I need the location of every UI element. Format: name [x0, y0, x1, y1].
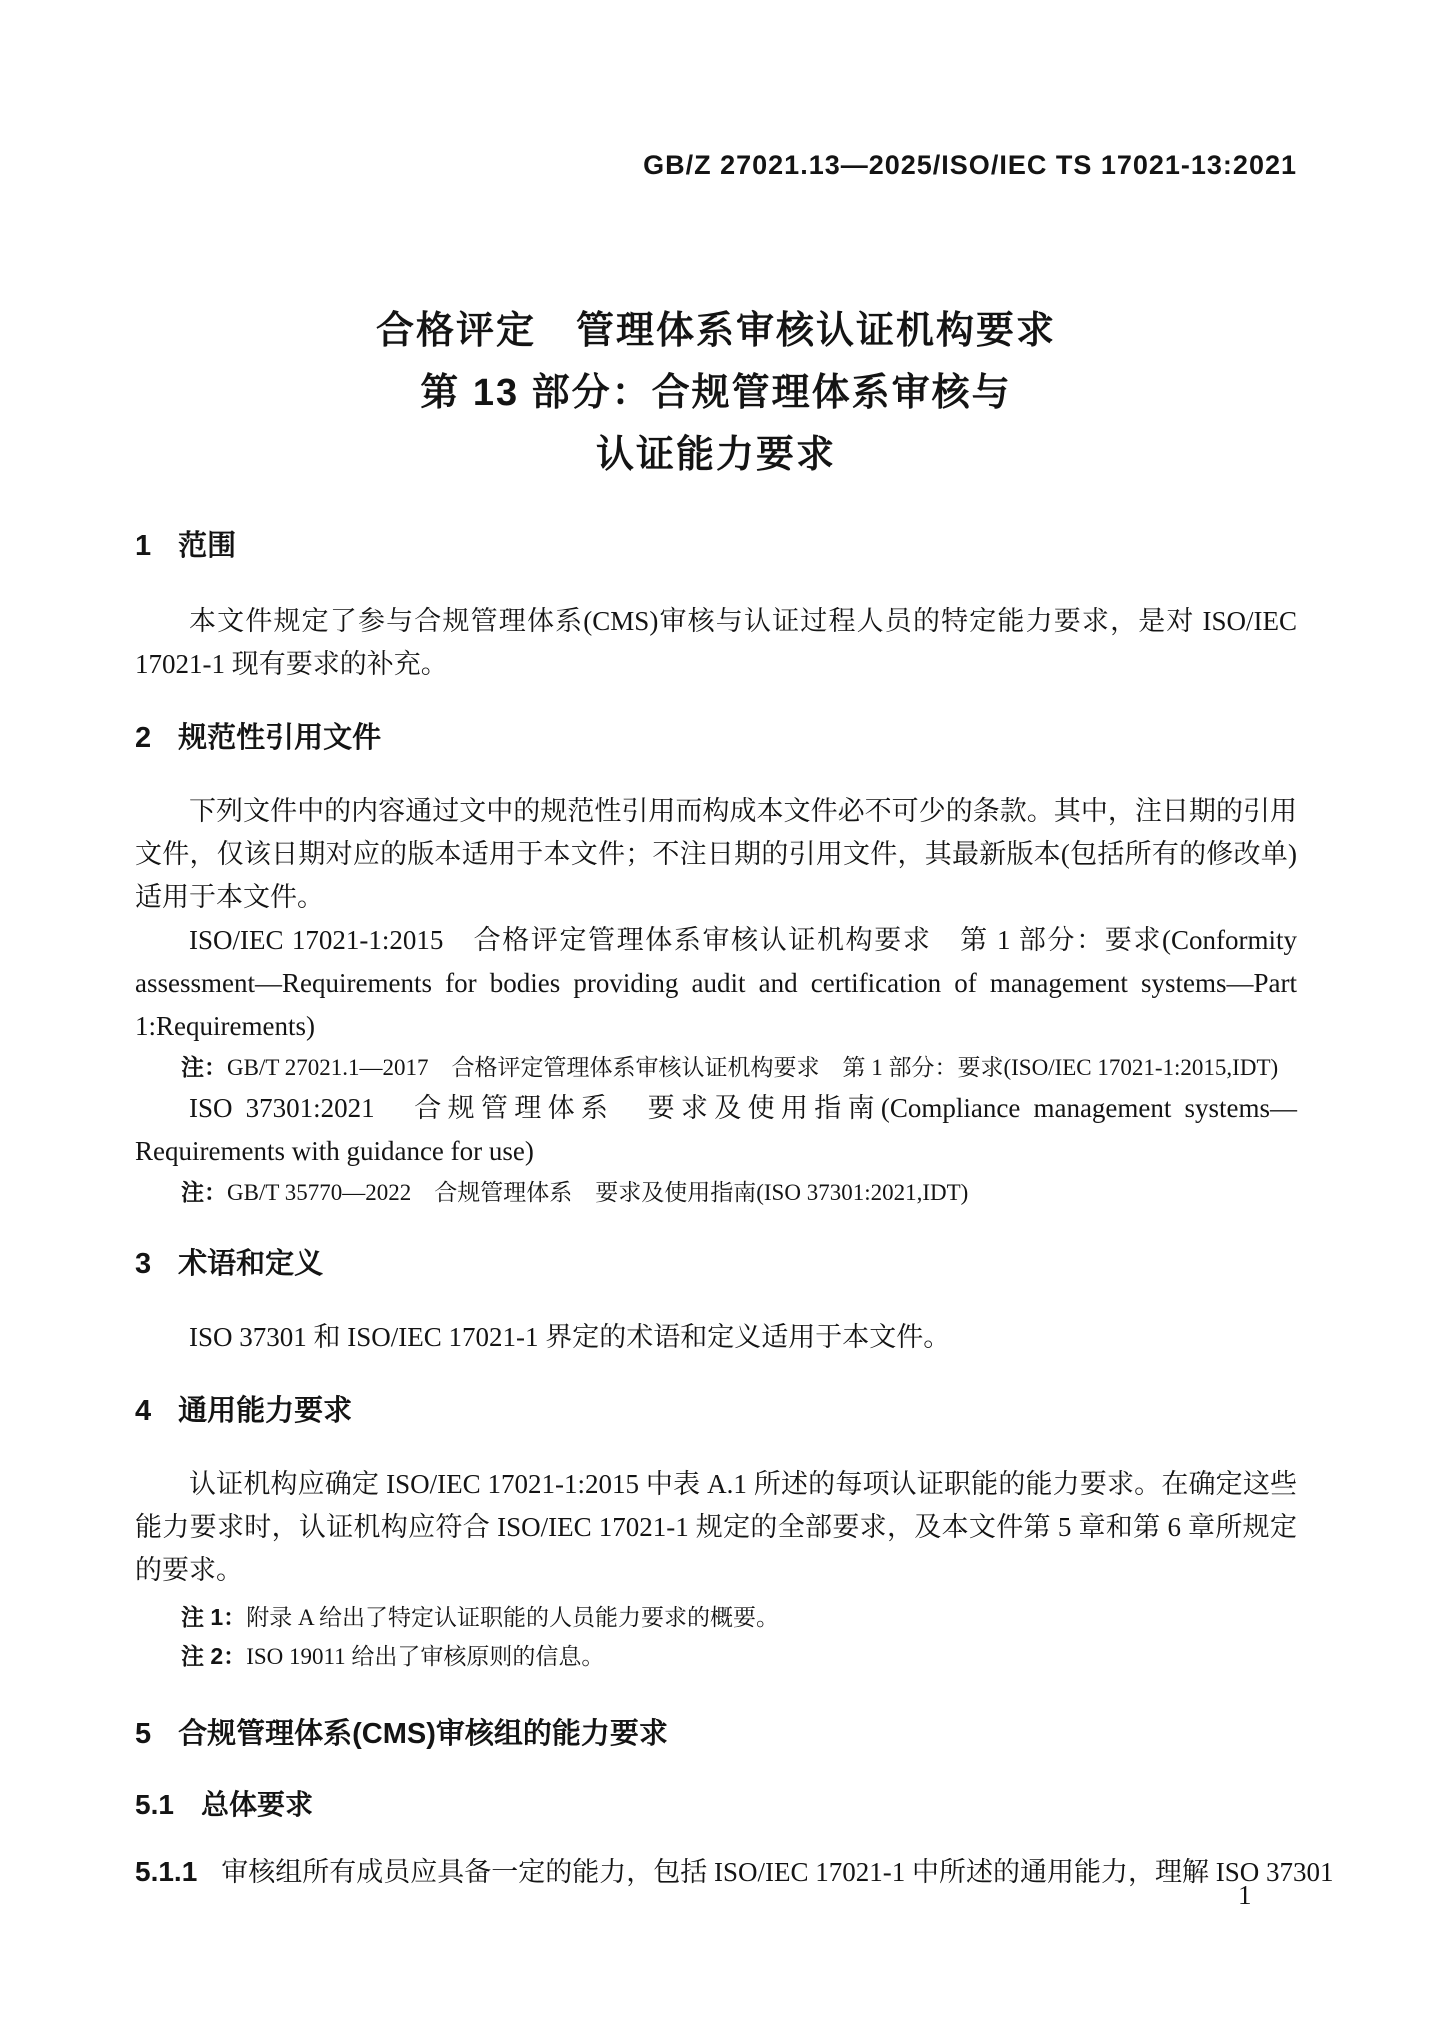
section-3-paragraph: ISO 37301 和 ISO/IEC 17021-1 界定的术语和定义适用于本文件。 — [189, 1322, 951, 1352]
section-5-heading — [135, 1716, 1297, 1752]
section-5-title: 合规管理体系(CMS)审核组的能力要求 — [178, 1718, 668, 1750]
section-1-title: 范围 — [178, 530, 237, 562]
clause-5-1-1 — [135, 1850, 1334, 1894]
section-2-title: 规范性引用文件 — [178, 722, 382, 754]
note-gbt-27021 — [135, 1048, 1297, 1087]
note-gbt-35770 — [135, 1173, 1297, 1212]
section-3-heading — [135, 1246, 1297, 1282]
note-label: 注： — [181, 1054, 227, 1080]
reference-iso-37301: ISO 37301:2021 合规管理体系 要求及使用指南(Compliance management systems—Requirements with guidance for use) — [135, 1093, 1297, 1166]
section-4-title: 通用能力要求 — [178, 1395, 353, 1427]
reference-iso-iec-17021-1: ISO/IEC 17021-1:2015 合格评定管理体系审核认证机构要求 第 1 部分：要求(Conformity assessment—Requirements for bodies providing audit and certification of management systems—Part 1:Requirements) — [135, 925, 1297, 1041]
title-line-2: 第 13 部分：合规管理体系审核与 — [420, 372, 1012, 414]
section-4-heading — [135, 1393, 1297, 1429]
section-5-1-title: 总体要求 — [200, 1789, 313, 1820]
section-5-1-number: 5.1 — [135, 1789, 174, 1820]
section-1-paragraph: 本文件规定了参与合规管理体系(CMS)审核与认证过程人员的特定能力要求，是对 ISO/IEC 17021-1 现有要求的补充。 — [135, 606, 1297, 679]
section-2-paragraph: 下列文件中的内容通过文中的规范性引用而构成本文件必不可少的条款。其中，注日期的引用文件，仅该日期对应的版本适用于本文件；不注日期的引用文件，其最新版本(包括所有的修改单)适用于本文件。 — [135, 796, 1297, 912]
standard-code: GB/Z 27021.13—2025/ISO/IEC TS 17021-13:2021 — [643, 150, 1297, 180]
note-text: ISO 19011 给出了审核原则的信息。 — [246, 1644, 605, 1669]
clause-5-1-1-text: 审核组所有成员应具备一定的能力，包括 ISO/IEC 17021-1 中所述的通用能力，理解 ISO 37301 — [221, 1857, 1334, 1887]
document-body — [135, 522, 1334, 1894]
note-text: GB/T 35770—2022 合规管理体系 要求及使用指南(ISO 37301:2021,IDT) — [227, 1180, 969, 1205]
section-1-number: 1 — [135, 530, 152, 562]
section-2-number: 2 — [135, 722, 152, 754]
note-text: GB/T 27021.1—2017 合格评定管理体系审核认证机构要求 第 1 部分：要求(ISO/IEC 17021-1:2015,IDT) — [227, 1055, 1279, 1080]
note-1-annex-a — [135, 1598, 1297, 1637]
note-label: 注： — [181, 1179, 227, 1205]
section-2-heading — [135, 720, 1297, 756]
clause-5-1-1-number: 5.1.1 — [135, 1856, 198, 1887]
section-3-number: 3 — [135, 1248, 152, 1280]
section-5-number: 5 — [135, 1718, 152, 1750]
section-3-title: 术语和定义 — [178, 1248, 324, 1280]
section-4-paragraph: 认证机构应确定 ISO/IEC 17021-1:2015 中表 A.1 所述的每项认证职能的能力要求。在确定这些能力要求时，认证机构应符合 ISO/IEC 17021-1 规定的全部要求，及本文件第 5 章和第 6 章所规定的要求。 — [135, 1469, 1297, 1585]
section-4-number: 4 — [135, 1395, 152, 1427]
section-5-1-heading — [135, 1788, 1297, 1822]
note-label: 注 2： — [181, 1643, 247, 1669]
document-title — [135, 300, 1297, 486]
title-line-1: 合格评定 管理体系审核认证机构要求 — [375, 310, 1056, 352]
note-label: 注 1： — [181, 1604, 247, 1630]
title-line-3: 认证能力要求 — [595, 434, 836, 476]
section-1-heading — [135, 528, 1297, 564]
note-text: 附录 A 给出了特定认证职能的人员能力要求的概要。 — [246, 1605, 780, 1630]
page-number: 1 — [1238, 1880, 1252, 1910]
note-2-iso-19011 — [135, 1637, 1297, 1676]
